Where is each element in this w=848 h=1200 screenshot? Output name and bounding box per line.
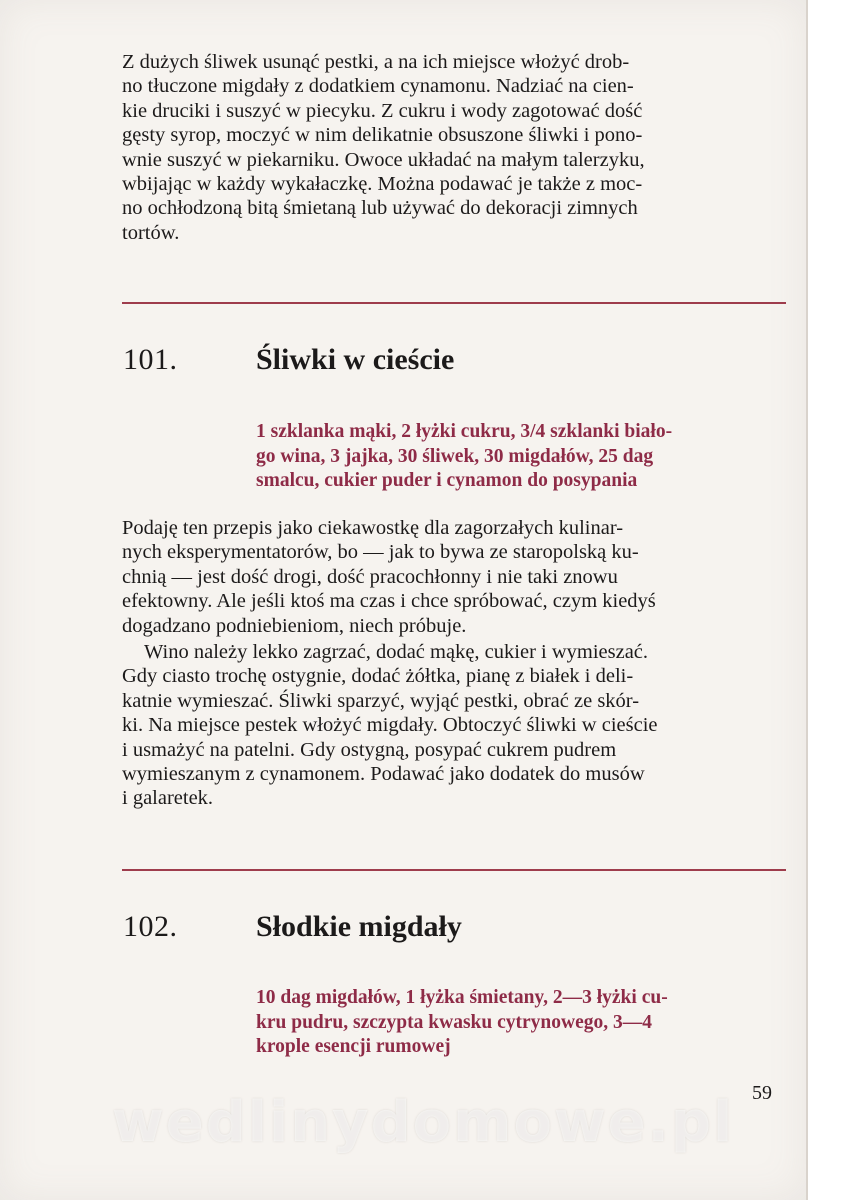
text-line: nych eksperymentatorów, bo — jak to bywa ze staropolską ku- xyxy=(122,541,639,564)
ingredients-line: kru pudru, szczypta kwasku cytrynowego, 3—4 xyxy=(256,1011,652,1033)
text-line: Gdy ciasto trochę ostygnie, dodać żółtka, pianę z białek i deli- xyxy=(122,665,634,688)
watermark: wedlinydomowe.pl xyxy=(112,1090,735,1155)
text-line: wbijając w każdy wykałaczkę. Można podawać je także z moc- xyxy=(122,173,643,196)
recipe-paragraph xyxy=(122,640,786,811)
recipe-number: 101. xyxy=(123,343,178,376)
text-line: kie druciki i suszyć w piecyku. Z cukru i wody zagotować dość xyxy=(122,99,643,122)
intro-paragraph xyxy=(122,50,786,245)
recipe-paragraph xyxy=(122,516,786,638)
ingredients-line: 10 dag migdałów, 1 łyżka śmietany, 2—3 łyżki cu- xyxy=(256,987,668,1008)
text-line: tortów. xyxy=(122,221,180,244)
text-line: no ochłodzoną bitą śmietaną lub używać do dekoracji zimnych xyxy=(122,197,638,220)
text-line: gęsty syrop, moczyć w nim delikatnie obsuszone śliwki i pono- xyxy=(122,124,643,147)
text-line: ki. Na miejsce pestek włożyć migdały. Obtoczyć śliwki w cieście xyxy=(122,714,658,737)
text-line: efektowny. Ale jeśli ktoś ma czas i chce spróbować, czym kiedyś xyxy=(122,590,656,613)
text-line: katnie wymieszać. Śliwki sparzyć, wyjąć pestki, obrać ze skór- xyxy=(122,689,640,712)
recipe-title: Śliwki w cieście xyxy=(256,343,455,376)
ingredients-list xyxy=(256,986,786,1060)
text-line: Podaję ten przepis jako ciekawostkę dla zagorzałych kulinar- xyxy=(122,517,624,539)
ingredients-list xyxy=(256,420,786,494)
text-line: i galaretek. xyxy=(122,787,214,810)
text-line: chnią — jest dość drogi, dość pracochłonny i nie taki znowu xyxy=(122,565,618,588)
text-line: wymieszanym z cynamonem. Podawać jako dodatek do musów xyxy=(122,763,645,786)
section-divider xyxy=(122,869,786,871)
recipe-title: Słodkie migdały xyxy=(256,910,462,943)
text-line: no tłuczone migdały z dodatkiem cynamonu. Nadziać na cien- xyxy=(122,75,634,98)
text-line: i usmażyć na patelni. Gdy ostygną, posypać cukrem pudrem xyxy=(122,738,617,761)
ingredients-line: smalcu, cukier puder i cynamon do posypania xyxy=(256,470,638,491)
text-line: Z dużych śliwek usunąć pestki, a na ich miejsce włożyć drob- xyxy=(122,51,630,73)
section-divider xyxy=(122,302,786,304)
ingredients-line: go wina, 3 jajka, 30 śliwek, 30 migdałów, 25 dag xyxy=(256,445,654,467)
ingredients-line: 1 szklanka mąki, 2 łyżki cukru, 3/4 szklanki biało- xyxy=(256,421,673,442)
text-line: Wino należy lekko zagrzać, dodać mąkę, cukier i wymieszać. xyxy=(144,641,649,663)
text-line: wnie suszyć w piekarniku. Owoce układać na małym talerzyku, xyxy=(122,148,645,171)
text-line: dogadzano podniebieniom, niech próbuje. xyxy=(122,614,467,637)
ingredients-line: krople esencji rumowej xyxy=(256,1036,451,1057)
page-number: 59 xyxy=(752,1082,772,1104)
recipe-number: 102. xyxy=(123,910,178,943)
